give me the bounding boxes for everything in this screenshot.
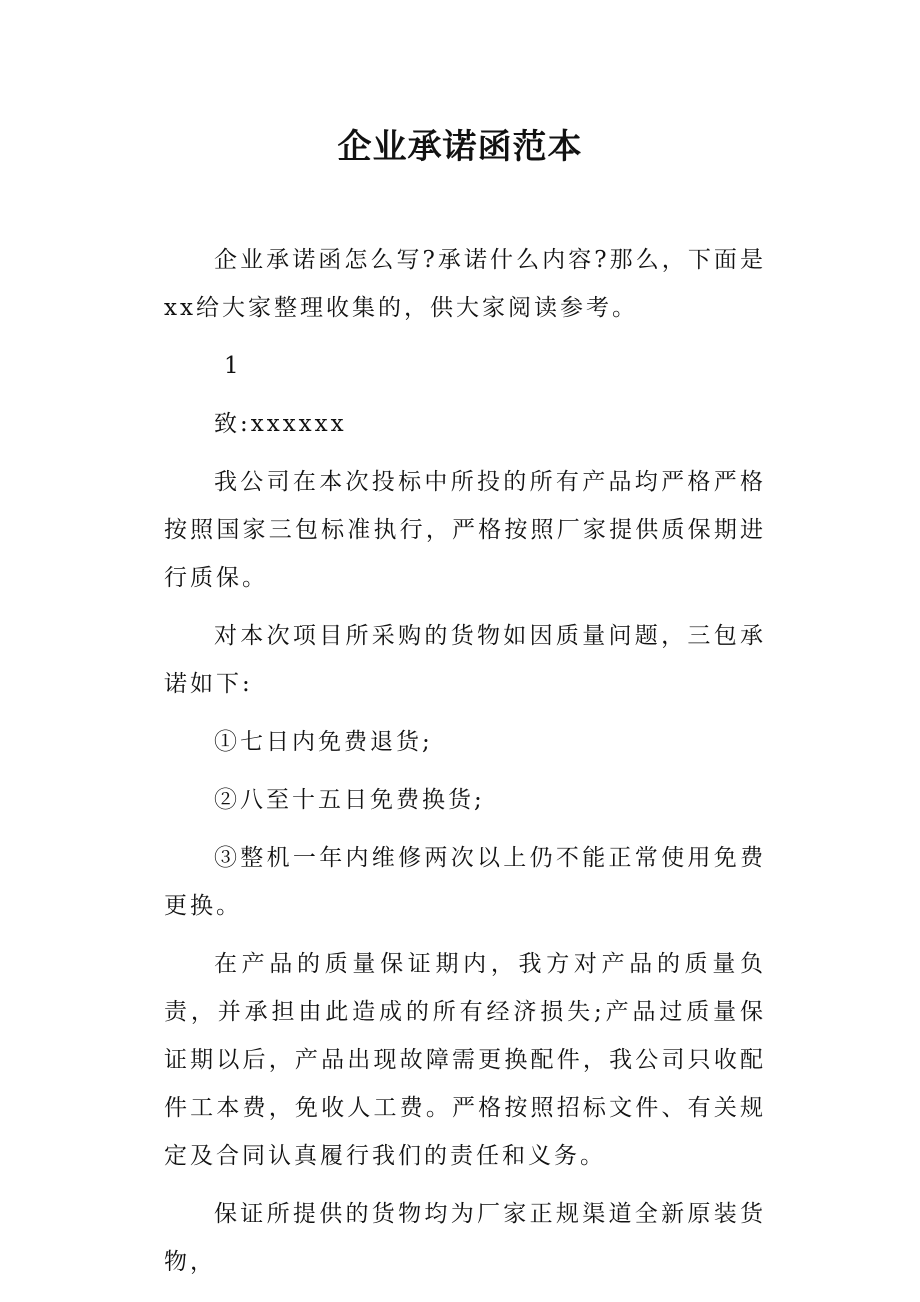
section-number: 1 [224,353,242,379]
body-paragraph: 保证所提供的货物均为厂家正规渠道全新原装货物， [164,1201,766,1275]
list-item: ①七日内免费退货; [214,729,433,755]
body-paragraph: 我公司在本次投标中所投的所有产品均严格严格按照国家三包标准执行，严格按照厂家提供质保期进行质保。 [164,469,766,591]
body-paragraph: 对本次项目所采购的货物如因质量问题，三包承诺如下: [164,623,766,697]
body-paragraph: 在产品的质量保证期内，我方对产品的质量负责，并承担由此造成的所有经济损失;产品过质量保证期以后，产品出现故障需更换配件，我公司只收配件工本费，免收人工费。严格按照招标文件、有关规定及合同认真履行我们的责任和义务。 [164,951,766,1169]
recipient-line: 致:xxxxxx [214,411,347,437]
intro-paragraph: 企业承诺函怎么写?承诺什么内容?那么，下面是xx给大家整理收集的，供大家阅读参考。 [164,247,766,321]
list-item: ②八至十五日免费换货; [214,787,485,813]
document-body [164,236,766,1296]
document-title: 企业承诺函范本 [337,127,583,167]
list-item: ③整机一年内维修两次以上仍不能正常使用免费更换。 [164,845,766,919]
